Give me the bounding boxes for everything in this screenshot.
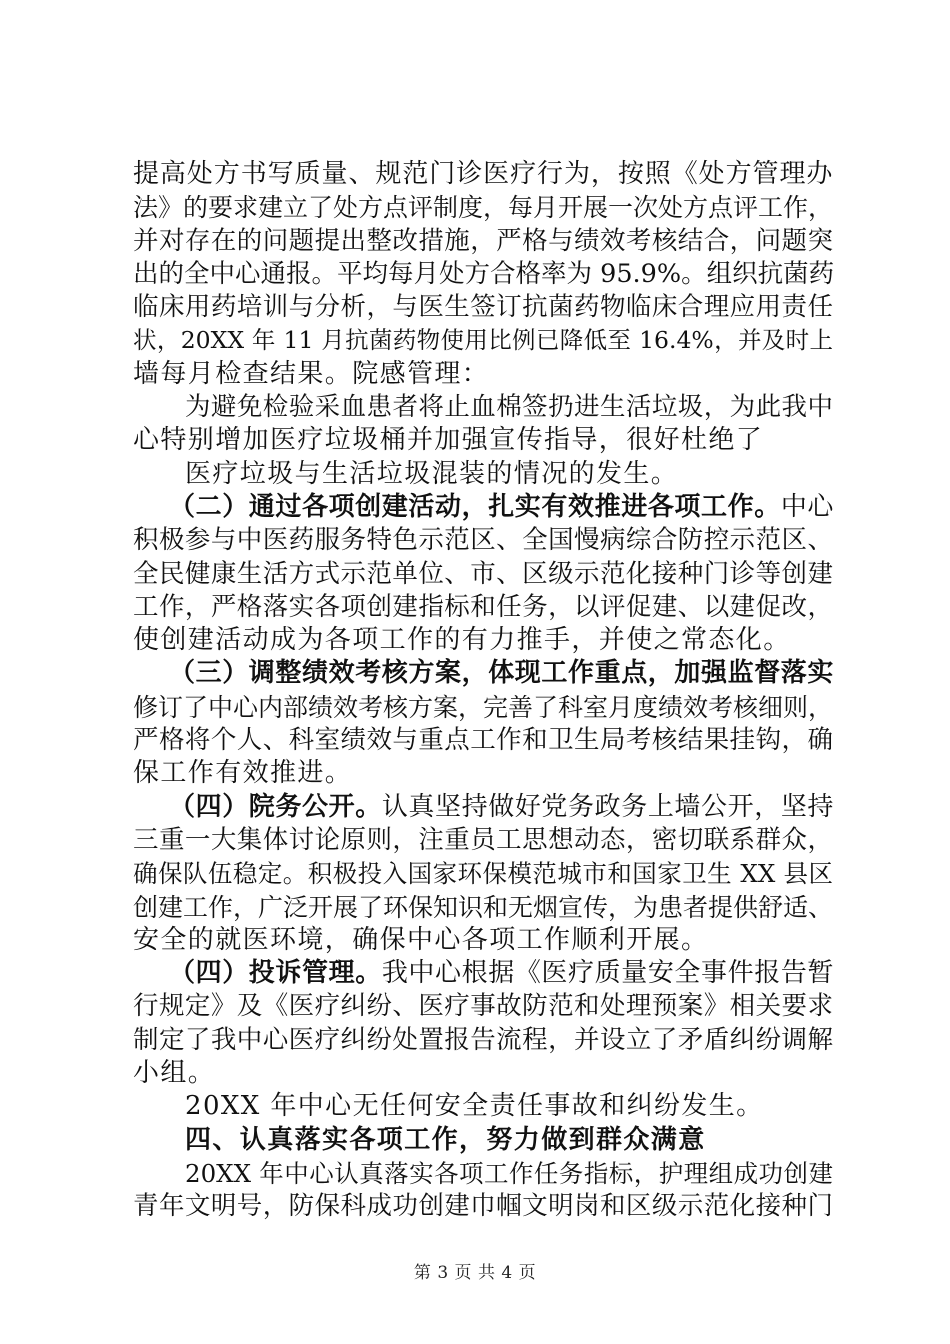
section-main-4-lead: 20XX 年中心认真落实各项工作任务指标，护理组成功创建 (185, 1158, 833, 1188)
section-3-line: 严格将个人、科室绩效与重点工作和卫生局考核结果挂钩，确 (133, 725, 833, 756)
document-body (133, 158, 833, 1224)
section-3-heading: （三）调整绩效考核方案，体现工作重点，加强监督落实 (169, 658, 835, 689)
section-4b-closing: 20XX 年中心无任何安全责任事故和纠纷发生。 (185, 1091, 764, 1122)
section-4b-first-line (133, 957, 833, 990)
section-3-line: 保工作有效推进。 (133, 758, 353, 789)
section-4a-line: 创建工作，广泛开展了环保知识和无烟宣传，为患者提供舒适、 (133, 892, 834, 922)
body-line: 提高处方书写质量、规范门诊医疗行为，按照《处方管理办 (133, 159, 833, 189)
section-2-line: 全民健康生活方式示范单位、市、区级示范化接种门诊等创建 (133, 558, 833, 589)
body-line: 状，20XX 年 11 月抗菌药物使用比例已降低至 16.4%，并及时上 (133, 326, 833, 355)
section-main-4-heading: 四、认真落实各项工作，努力做到群众满意 (185, 1124, 706, 1155)
section-2-lead: 中心 (780, 491, 835, 522)
section-2-line: 使创建活动成为各项工作的有力推手，并使之常态化。 (133, 625, 791, 656)
body-line: 墙每月检查结果。院感管理： (133, 358, 490, 389)
section-4b-heading: （四）投诉管理。 (169, 958, 382, 989)
body-line: 出的全中心通报。平均每月处方合格率为 95.9%。组织抗菌药 (133, 258, 835, 289)
section-4a-line: 确保队伍稳定。积极投入国家环保模范城市和国家卫生 XX 县区 (133, 859, 833, 889)
section-4a-first-line (133, 791, 833, 824)
section-4a-line: 三重一大集体讨论原则，注重员工思想动态，密切联系群众， (133, 824, 833, 855)
page-number-footer: 第 3 页 共 4 页 (413, 1263, 537, 1283)
body-line: 心特别增加医疗垃圾桶并加强宣传指导，很好杜绝了 (133, 425, 764, 456)
section-4b-line: 小组。 (133, 1058, 216, 1089)
section-2-first-line (133, 491, 833, 524)
section-4a-line: 安全的就医环境，确保中心各项工作顺利开展。 (133, 924, 709, 955)
section-4b-line: 制定了我中心医疗纠纷处置报告流程，并设立了矛盾纠纷调解 (133, 1024, 833, 1055)
section-4b-line: 行规定》及《医疗纠纷、医疗事故防范和处理预案》相关要求 (133, 991, 833, 1022)
section-3-line: 修订了中心内部绩效考核方案，完善了科室月度绩效考核细则， (133, 692, 834, 722)
body-line: 医疗垃圾与生活垃圾混装的情况的发生。 (185, 458, 679, 489)
section-4a-lead: 认真坚持做好党务政务上墙公开，坚持 (381, 791, 835, 822)
section-2-heading: （二）通过各项创建活动，扎实有效推进各项工作。 (169, 491, 781, 522)
body-line: 临床用药培训与分析，与医生签订抗菌药物临床合理应用责任 (133, 292, 833, 323)
section-4b-lead: 我中心根据《医疗质量安全事件报告暂 (381, 958, 835, 989)
body-line: 法》的要求建立了处方点评制度，每月开展一次处方点评工作， (133, 193, 834, 223)
section-2-line: 工作，严格落实各项创建指标和任务，以评促建、以建促改， (133, 591, 833, 622)
body-line: 为避免检验采血患者将止血棉签扔进生活垃圾，为此我中 (185, 392, 833, 423)
section-main-4-line: 青年文明号，防保科成功创建巾帼文明岗和区级示范化接种门 (133, 1191, 833, 1222)
section-4a-heading: （四）院务公开。 (169, 791, 382, 822)
body-line: 并对存在的问题提出整改措施，严格与绩效考核结合，问题突 (133, 225, 833, 256)
section-2-line: 积极参与中医药服务特色示范区、全国慢病综合防控示范区、 (133, 525, 833, 556)
